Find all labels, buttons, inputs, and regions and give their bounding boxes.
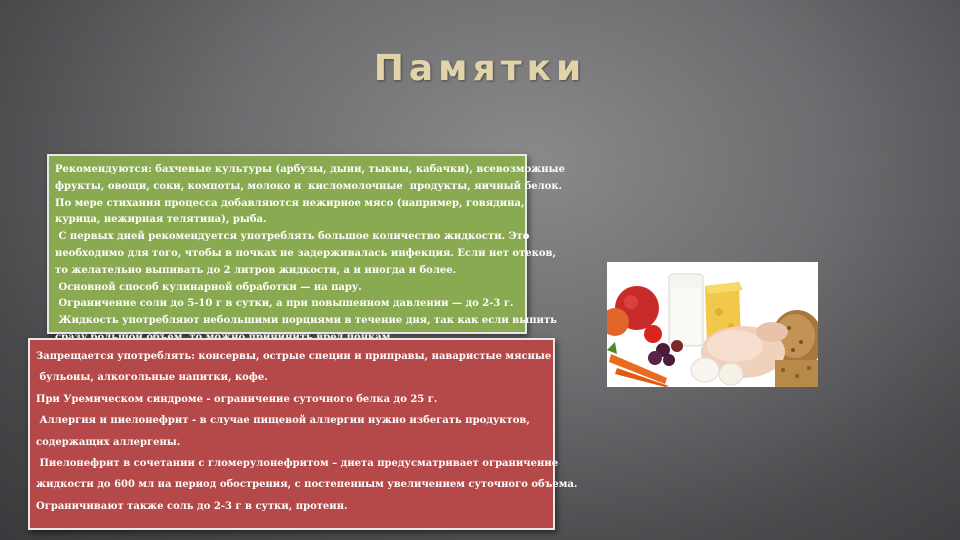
forbidden-line: Запрещается употреблять: консервы, острые специи и приправы, наваристые мясные [36, 351, 552, 362]
recommended-box [47, 154, 565, 334]
forbidden-line: Аллергия и пиелонефрит - в случае пищевой аллергии нужно избегать продуктов, [36, 415, 530, 427]
slide-title: Памятки [373, 48, 587, 89]
recommended-line: курица, нежирная телятина), рыба. [55, 214, 267, 226]
recommended-line: то желательно выпивать до 2 литров жидкости, а и иногда и более. [55, 264, 457, 276]
recommended-line: По мере стихания процесса добавляются нежирное мясо (например, говядина, [55, 197, 525, 209]
recommended-line: Рекомендуются: бахчевые культуры (арбузы, дыни, тыквы, кабачки), всевозможные [55, 164, 565, 175]
forbidden-line: бульоны, алкогольные напитки, кофе. [36, 372, 268, 384]
food-photo [607, 262, 818, 387]
forbidden-box [28, 338, 578, 530]
recommended-line: необходимо для того, чтобы в почках не задерживалась инфекция. Если нет отеков, [55, 247, 556, 259]
recommended-line: С первых дней рекомендуется употреблять большое количество жидкости. Это [55, 231, 530, 243]
forbidden-line: Пиелонефрит в сочетании с гломерулонефритом – диета предусматривает ограничение [36, 458, 559, 470]
food-illustration [607, 262, 818, 387]
recommended-line: Ограничение соли до 5-10 г в сутки, а при повышенном давлении — до 2-3 г. [55, 298, 514, 310]
forbidden-line: При Уремическом синдроме - ограничение суточного белка до 25 г. [36, 393, 438, 405]
forbidden-line: жидкости до 600 мл на период обострения, с постепенным увеличением суточного объема. [36, 479, 578, 491]
recommended-line: Жидкость употребляют небольшими порциями в течение дня, так как если выпить [55, 315, 557, 327]
recommended-line: Основной способ кулинарной обработки — на пару. [55, 281, 362, 293]
recommended-line: фрукты, овощи, соки, компоты, молоко и кисломолочные продукты, яичный белок. [55, 180, 563, 192]
forbidden-line: Ограничивают также соль до 2-3 г в сутки, протеин. [36, 500, 348, 512]
forbidden-line: содержащих аллергены. [36, 436, 181, 448]
